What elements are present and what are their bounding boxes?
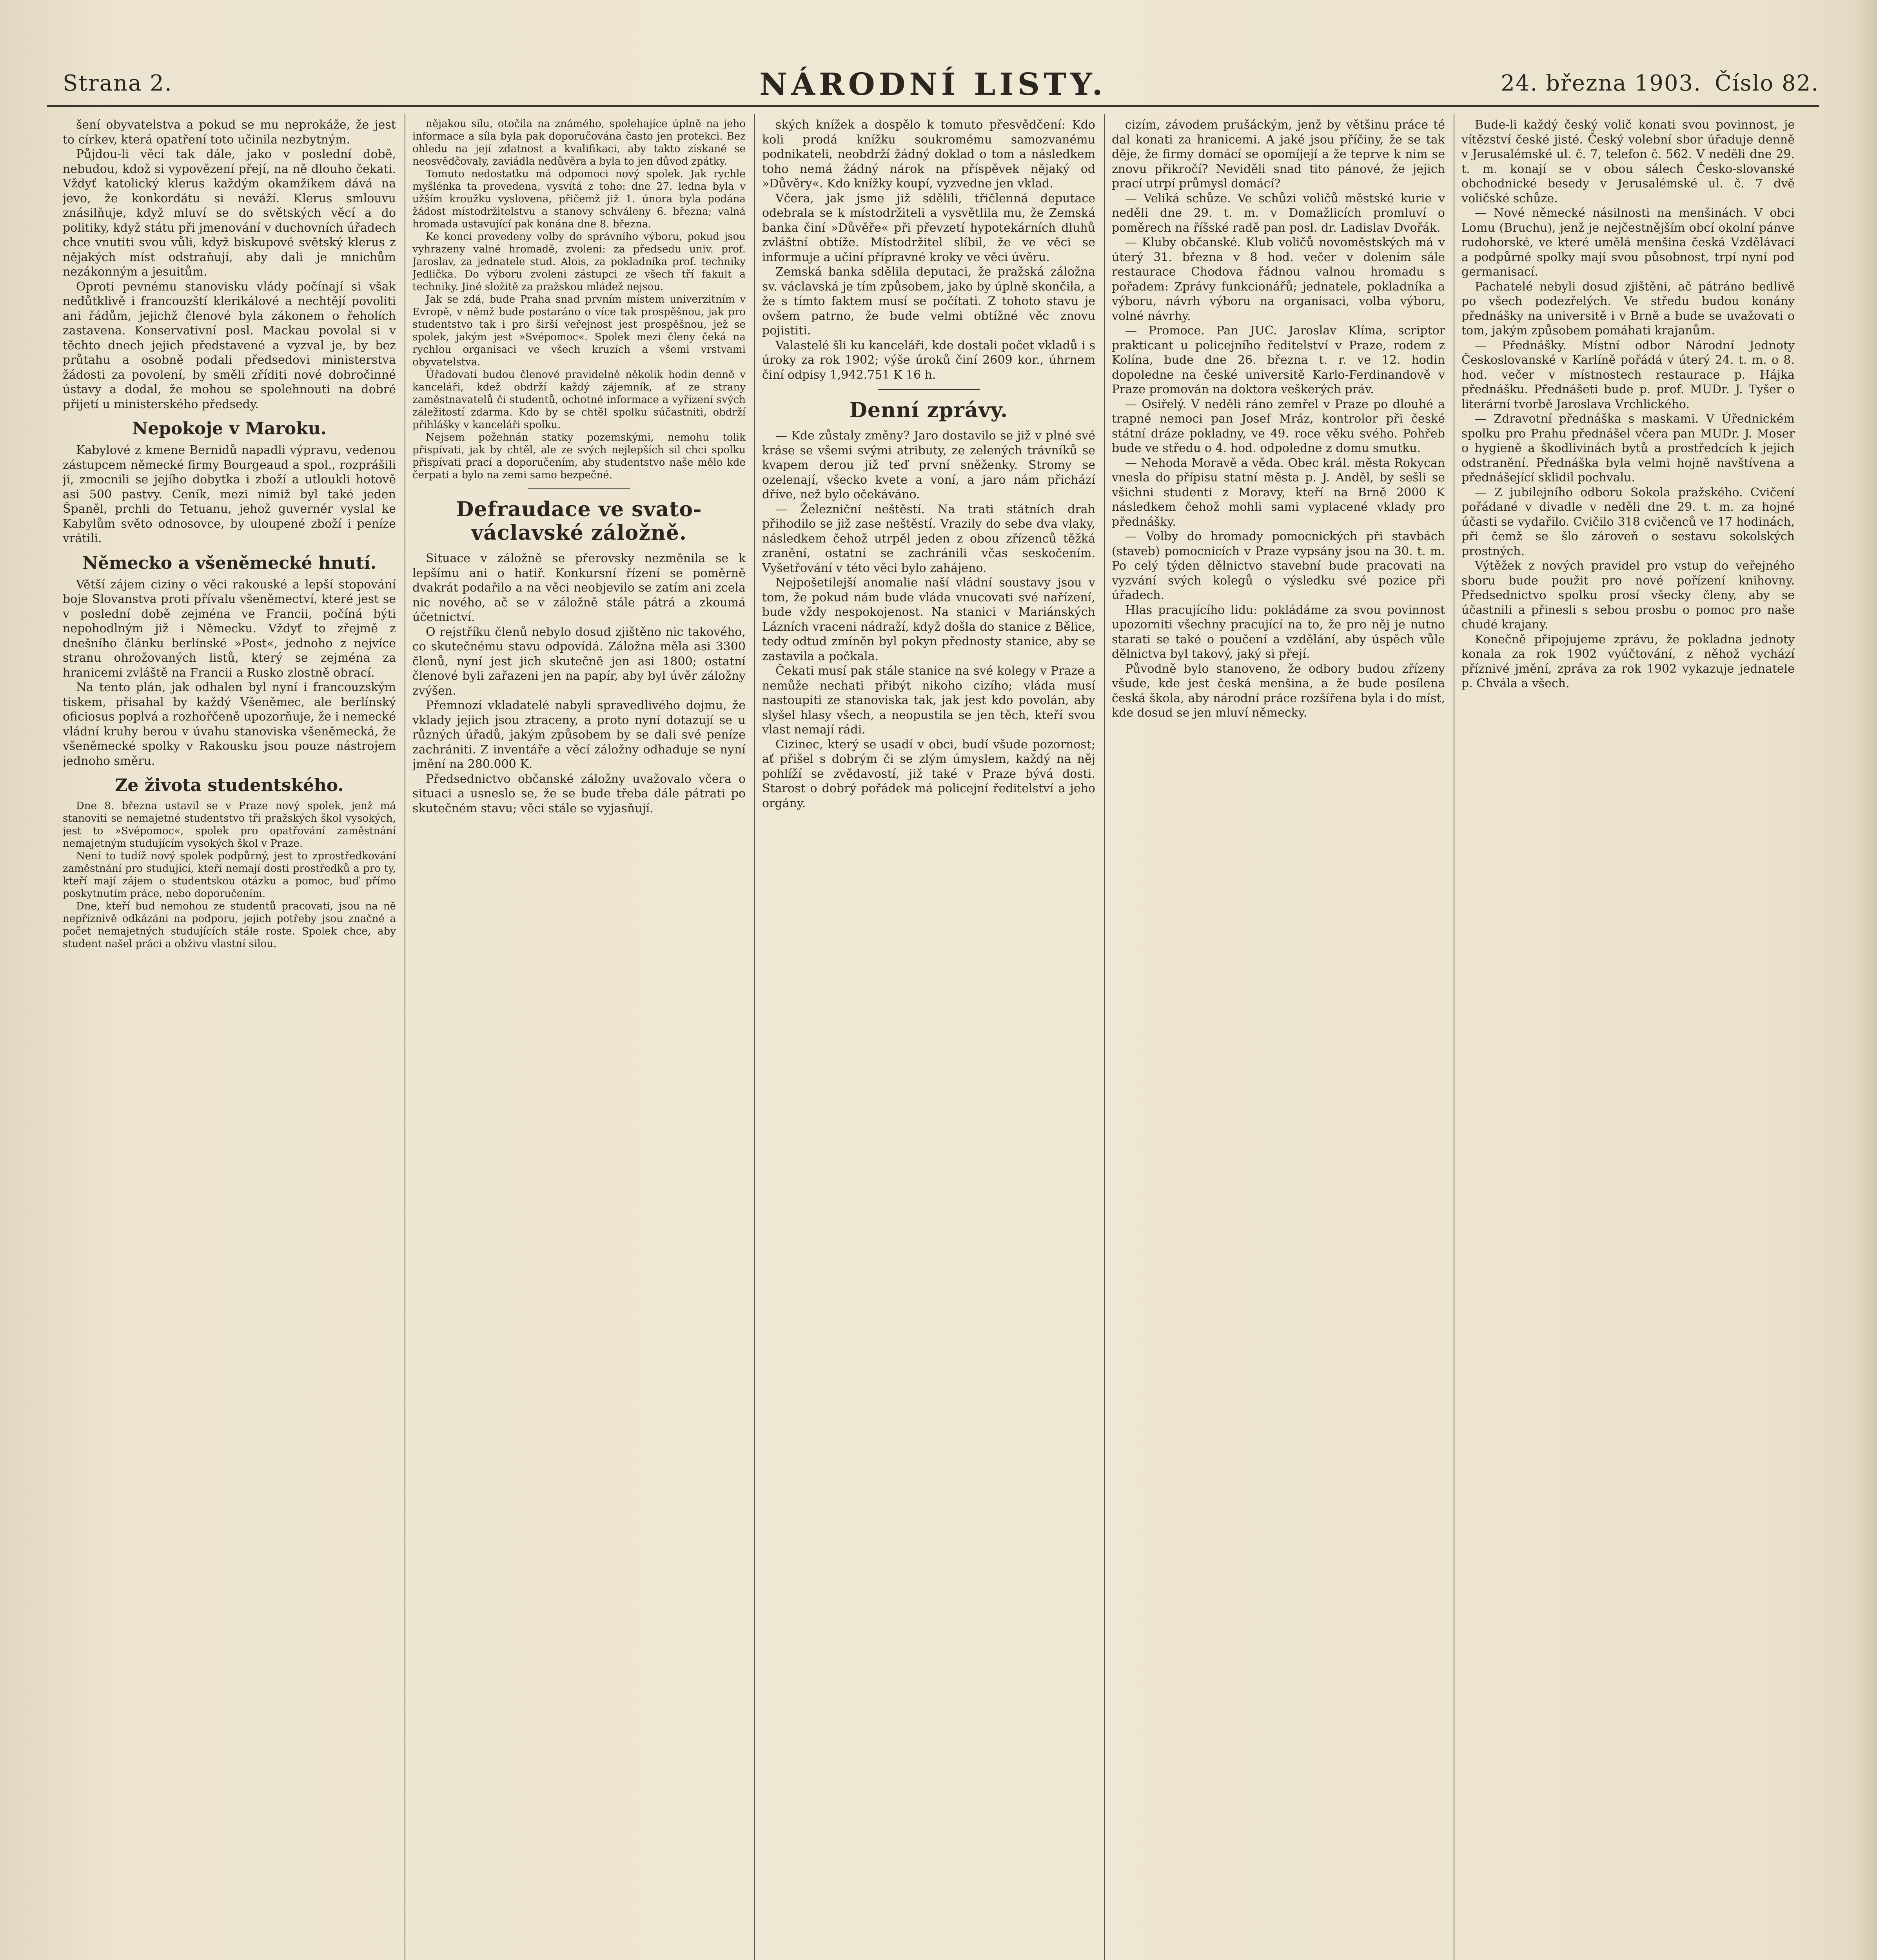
paragraph: Hlas pracujícího lidu: pokládáme za svou povinnost upozorniti všechny pracující na to, že pro něj je nutno starati se také o poučení a vzdělání, aby úspěch vůle dělnictva byl takový, jaký si přejí. <box>1112 603 1445 661</box>
paragraph: Cizinec, který se usadí v obci, budí všude pozornost; ať přišel s dobrým či se zlým úmyslem, každý na něj pohlíží se zvědavostí, již také v Praze bývá dosti. Starost o dobrý pořádek má policejní ředitelství a jeho orgány. <box>762 737 1095 810</box>
paragraph: Oproti pevnému stanovisku vlády počínají si však nedůtklivě i francouzští klerikálové a nechtějí povoliti ani řádům, jejichž členové byla zákonem o řeholích zastavena. Konservativní posl. Mackau povolal si v těchto dnech jejich představené a vyzval je, by bez průtahu a osobně podali předsedovi ministerstva žádosti za povolení, by směli zříditi nové dobročinné ústavy a dodal, že mohou se spolehnouti na dobré přijetí u ministerského předsedy. <box>63 279 396 411</box>
paragraph: Konečně připojujeme zprávu, že pokladna jednoty konala za rok 1902 vyúčtování, z něhož vychází příznivé jmění, zpráva za rok 1902 vykazuje jednatele p. Chvála a všech. <box>1461 632 1795 690</box>
paragraph: Půjdou-li věci tak dále, jako v poslední době, nebudou, kdož si vypovězení přejí, na ně dlouho čekati. Vždyť katolický klerus každým okamžikem dává na jevo, že konkordátu si neváží. Klerus smlouvu znásilňuje, když mluví se do světských věcí a do politiky, když státu při jmenování v duchovních úřadech chce vnutiti svou vůli, když biskupové světský klerus z nějakých míst odstraňují, aby dali je mnichům nezákonným a jesuitům. <box>63 147 396 279</box>
paragraph: nějakou sílu, otočila na známého, spolehajíce úplně na jeho informace a síla byla pak doporučována často jen protekci. Bez ohledu na její zdatnost a kvalifikaci, aby takto získané se neosvědčovaly, zaviádla nedůvěra a byla to jen důvod zpátky. <box>412 118 746 167</box>
paragraph: Zemská banka sdělila deputaci, že pražská záložna sv. václavská je tím způsobem, jako by úplně skončila, a že s tímto faktem musí se počítati. Z tohoto stavu je ovšem patrno, že bude velmi obtížné věc znovu pojistiti. <box>762 265 1095 338</box>
paragraph: O rejstříku členů nebylo dosud zjištěno nic takového, co skutečnému stavu odpovídá. Záložna měla asi 3300 členů, nyní jest jich skutečně jen asi 1800; ostatní členové byli zařazeni jen na papír, aby byl úvěr záložny zvýšen. <box>412 625 746 698</box>
section-rule <box>878 389 980 390</box>
paragraph: Není to tudíž nový spolek podpůrný, jest to zprostředkování zaměstnání pro studující, kteří nemají dosti prostředků a pro ty, kteří mají zájem o studentskou otázku a pomoc, buď přímo poskytnutím práce, nebo doporučením. <box>63 850 396 900</box>
paragraph: — Přednášky. Místní odbor Národní Jednoty Českoslovanské v Karlíně pořádá v úterý 24. t. m. o 8. hod. večer v místnostech restaurace p. Hájka přednášku. Přednášeti bude p. prof. MUDr. J. Tyšer o literární tvorbě Jaroslava Vrchlického. <box>1461 338 1795 411</box>
column-5 <box>1461 118 1795 1960</box>
paragraph: Včera, jak jsme již sdělili, třičlenná deputace odebrala se k místodržiteli a vysvětlila mu, že Zemská banka činí »Důvěře« při převzetí hypotekárních dluhů zvláštní obtíže. Místodržitel slíbil, že ve věci se informuje a učiní přípravné kroky ve věci úvěru. <box>762 191 1095 264</box>
column-1 <box>63 118 396 1960</box>
section-rule <box>528 488 630 489</box>
paragraph: Původně bylo stanoveno, že odbory budou zřízeny všude, kde jest česká menšina, a že bude posílena česká škola, aby národní práce rozšířena byla i do míst, kde dosud se jen mluví německy. <box>1112 662 1445 720</box>
paragraph: Jak se zdá, bude Praha snad prvním místem univerzitním v Evropě, v němž bude postaráno o více tak prospěšnou, jak pro studentstvo tak i pro širší veřejnost jest prospěšnou, jež se spolek, jakým jest »Svépomoc«. Spolek mezi členy čeká na rychlou organisaci ve všech kruzích a všemi vrstvami obyvatelstva. <box>412 294 746 368</box>
paragraph: Dne, kteří bud nemohou ze studentů pracovati, jsou na ně nepříznivě odkázáni na podporu, jejich potřeby jsou značné a počet nemajetných studujících stále roste. Spolek chce, aby student našel práci a obživu vlastní silou. <box>63 900 396 950</box>
paragraph: Situace v záložně se přerovsky nezměnila se k lepšímu ani o hatiř. Konkursní řízení se poměrně dvakrát podařilo a na věci neobjevilo se zatím ani zcela nic nového, ač se v záložně stále pátrá a zkoumá účetnictví. <box>412 552 746 624</box>
paragraph: — Promoce. Pan JUC. Jaroslav Klíma, scriptor prakticant u policejního ředitelství v Praze, rodem z Kolína, bude dne 26. března t. r. ve 12. hodin dopoledne na české universitě Karlo-Ferdinandově v Praze promován na doktora veškerých práv. <box>1112 324 1445 396</box>
paragraph: Kabylové z kmene Bernidů napadli výpravu, vedenou zástupcem německé firmy Bourgeaud a spol., rozprášili ji, zmocnili se jejího dobytka i zboží a utloukli hotově asi 500 pastvy. Ceník, mezi nimiž byl také jeden Španěl, prchli do Tetuanu, jehož guvernér vyslal ke Kabylům světo odnosovce, by uloupené zboží i peníze vrátili. <box>63 443 396 545</box>
column-4 <box>1112 118 1445 1960</box>
paragraph: Výtěžek z nových pravidel pro vstup do veřejného sboru bude použit pro nové pořízení knihovny. Předsednictvo spolku prosí všecky členy, aby se účastnili a přinesli s sebou prosbu o pomoc pro naše chudé krajany. <box>1461 559 1795 632</box>
paragraph: ských knížek a dospělo k tomuto přesvědčení: Kdo koli prodá knížku soukromému samozvanému podnikateli, neobdrží žádný doklad o tom a následkem toho nemá žádný nárok na příspěvek nějaký od »Důvěry«. Kdo knížky koupí, vyzvedne jen vklad. <box>762 118 1095 191</box>
section-heading: Denní zprávy. <box>849 398 1008 422</box>
paragraph: Nejsem požehnán statky pozemskými, nemohu tolik přispívati, jak by chtěl, ale ze svých nejlepších sil chci spolku přispívati prací a doporučením, aby studentstvo naše mělo kde čerpati a bylo na zemi samo bezpečné. <box>412 432 746 481</box>
paragraph: — Kluby občanské. Klub voličů novoměstských má v úterý 31. března v 8 hod. večer v dolením sále restaurace Chodova řádnou valnou hromadu s pořadem: Zprávy funkcionářů; jednatele, pokladníka a výboru, návrh výboru na organisaci, volba výboru, volné návrhy. <box>1112 236 1445 323</box>
paragraph: Přemnozí vkladatelé nabyli spravedlivého dojmu, že vklady jejich jsou ztraceny, a proto nyní dotazují se u různých úřadů, jakým způsobem by se dali své peníze zachrániti. Z inventáře a věcí záložny odhaduje se nyní jmění na 280.000 K. <box>412 699 746 771</box>
header-rule <box>47 105 1819 107</box>
page-edge-shadow <box>1853 0 1877 1960</box>
paragraph: — Nehoda Moravě a věda. Obec král. města Rokycan vnesla do přípisu statní města p. J. Anděl, by sešli se všichni studenti z Moravy, kteří na Brně 2000 K následkem čehož mohli sami vyplacené vklady pro přednášky. <box>1112 456 1445 529</box>
column-2 <box>412 118 746 1960</box>
issue-date: 24. března 1903. <box>1501 71 1701 96</box>
paragraph: Nejpošetilejší anomalie naší vládní soustavy jsou v tom, že pokud nám bude vláda vnucovati své nařízení, bude vždy nespokojenost. Na stanici v Mariánských Lázních vraceni nádraží, když došla do stanice z Bělice, tedy odtud zmíněn byl pokyn přednosty stanice, aby se zastavila a počkala. <box>762 576 1095 663</box>
article-heading: Ze života studentského. <box>115 775 344 795</box>
column-3 <box>762 118 1095 1960</box>
paragraph: Čekati musí pak stále stanice na své kolegy v Praze a nemůže nechati přibýt nikoho cizího; vláda musí nastoupiti ze stanoviska tak, jak jest kdo povolán, aby slyšel hlasy všech, a neopustila se jen těch, kteří svou vlast nemají rádi. <box>762 664 1095 737</box>
paragraph: Bude-li každý český volič konati svou povinnost, je vítězství české jisté. Český volební sbor úřaduje denně v Jerusalémské ul. č. 7, telefon č. 562. V neděli dne 29. t. m. konají se v obou sálech Česko-slovanské obchodnické besedy v Jerusalémské ul. č. 7 dvě voličské schůze. <box>1461 118 1795 205</box>
paragraph: — Z jubilejního odboru Sokola pražského. Cvičení pořádané v divadle v neděli dne 29. t. m. za hojné účasti se vydařilo. Cvičilo 318 cvičenců ve 17 hodinách, při čemž se šlo zároveň o sestavu sokolských prostných. <box>1461 485 1795 558</box>
paragraph: Větší zájem ciziny o věci rakouské a lepší stopování boje Slovanstva proti přívalu všeněmectví, které jest se v poslední době zejména ve Francii, počíná býti nepohodlným již i Německu. Vždyť to zřejmě z dnešního článku berlínské »Post«, jednoho z nejvíce stranu ohrožovaných listů, který se zejména za hranicemi zvláště na Francii a Rusko zlostně obrací. <box>63 577 396 680</box>
article-heading: Nepokoje v Maroku. <box>132 419 327 439</box>
article-heading: Německo a všeněmecké hnutí. <box>82 553 377 573</box>
column-divider <box>1104 114 1105 1960</box>
paragraph: — Volby do hromady pomocnických při stavbách (staveb) pomocnicích v Praze vypsány jsou na 30. t. m. Po celý týden dělnictvo stavební bude pracovati na vyzvání svých kolegů o výsledku své pozice při úřadech. <box>1112 530 1445 602</box>
paragraph: cizím, závodem prušáckým, jenž by většinu práce té dal konati za hranicemi. A jaké jsou příčiny, že se tak děje, že firmy domácí se opomíjejí a že teprve k nim se znovu přikročí? Neviděli snad tito pánové, že jejich prací utrpí průmysl domácí? <box>1112 118 1445 191</box>
column-divider <box>754 114 755 1960</box>
paragraph: — Železniční neštěstí. Na trati státních drah přihodilo se již zase neštěstí. Vrazily do sebe dva vlaky, následkem čehož utrpěl jeden z obou zřízenců těžká zranění, ostatní se zachránili včas seskočením. Vyšetřování v této věci bylo zahájeno. <box>762 502 1095 575</box>
paragraph: Pachatelé nebyli dosud zjištěni, ač pátráno bedlivě po všech podezřelých. Ve středu budou konány přednášky na universitě i v Brně a bude se uvažovati o tom, jakým způsobem pomáhati krajanům. <box>1461 279 1795 338</box>
issue-number: Číslo 82. <box>1715 71 1819 96</box>
article-heading: Defraudace ve svato-václavské záložně. <box>456 497 702 545</box>
masthead-title: NÁRODNÍ LISTY. <box>759 67 1107 102</box>
paragraph: — Kde zůstaly změny? Jaro dostavilo se již v plné své kráse se všemi svými atributy, ze zelených trávníků se kvapem derou již teď první sněženky. Stromy se ozelenají, všecko kvete a voní, a jaro nám přichází dříve, než bylo očekáváno. <box>762 429 1095 501</box>
paragraph: — Osiřelý. V neděli ráno zemřel v Praze po dlouhé a trapné nemoci pan Josef Mráz, kontrolor při české státní dráze pokladny, ve 49. roce věku svého. Pohřeb bude ve středu o 4. hod. odpoledne z domu smutku. <box>1112 397 1445 455</box>
paragraph: Tomuto nedostatku má odpomoci nový spolek. Jak rychle myšlénka ta provedena, vysvítá z toho: dne 27. ledna byla v užším kroužku vyslovena, přičemž již 1. února byla podána žádost místodržitelstvu a stanovy schváleny 6. března; valná hromada ustavující pak konána dne 8. března. <box>412 168 746 230</box>
paragraph: Dne 8. března ustavil se v Praze nový spolek, jenž má stanoviti se nemajetné studentstvo tři pražských škol vysokých, jest to »Svépomoc«, spolek pro opatřování zaměstnání nemajetným studujícím vysokých škol v Praze. <box>63 800 396 849</box>
page-number: Strana 2. <box>63 71 172 96</box>
paragraph: šení obyvatelstva a pokud se mu neprokáže, že jest to církev, která opatření toto učinila nezbytným. <box>63 118 396 147</box>
paragraph: — Nové německé násilnosti na menšinách. V obci Lomu (Bruchu), jenž je nejčestnějším obcí okolní pánve rudohorské, ve které umělá menšina česká Vzdělávací a podpůrné spolky mají svou působnost, trpí nyní pod germanisací. <box>1461 206 1795 279</box>
page-header <box>47 67 1819 102</box>
paragraph: — Veliká schůze. Ve schůzi voličů městské kurie v neděli dne 29. t. m. v Domažlicích promluví o poměrech na říšské radě pan posl. dr. Ladislav Dvořák. <box>1112 191 1445 235</box>
paragraph: Ke konci provedeny volby do správního výboru, pokud jsou vyhrazeny valné hromadě, zvoleni: za předsedu univ. prof. Jaroslav, za jednatele stud. Alois, za pokladníka prof. techniky Jedlička. Do výboru zvoleni zástupci ze všech tří fakult a techniky. Jiné složitě za pražskou mládež nejsou. <box>412 231 746 293</box>
paragraph: Úřadovati budou členové pravidelně několik hodin denně v kanceláři, kdež obdrží každý zájemník, ať ze strany zaměstnavatelů či studentů, ochotné informace a vyřízení svých záležitostí zdarma. Kdo by se chtěl spolku súčastniti, obdrží přihlášky v kanceláři spolku. <box>412 369 746 431</box>
paragraph: Předsednictvo občanské záložny uvažovalo včera o situaci a usneslo se, že se bude třeba dále pátrati po skutečném stavu; věci stále se vyjasňují. <box>412 772 746 815</box>
paragraph: Valastelé šli ku kanceláři, kde dostali počet vkladů i s úroky za rok 1902; výše úroků činí 2609 kor., úhrnem činí odpisy 1,942.751 K 16 h. <box>762 338 1095 382</box>
paragraph: — Zdravotní přednáška s maskami. V Úřednickém spolku pro Prahu přednášel včera pan MUDr. J. Moser o hygieně a škodlivinách bytů a prostředcích k jejich odstranění. Přednáška byla velmi hojně navštívena a přednášející sklidil pochvalu. <box>1461 412 1795 485</box>
paragraph: Na tento plán, jak odhalen byl nyní i francouzským tiskem, přisahal by každý Všeněmec, ale berlínský oficiosus poplvá a rozhořčeně upozorňuje, že i nemecké vládní kruhy berou v úvahu stanoviska všeněmecká, že všeněmecké spolky v Rakousku jsou pouze nástrojem jednoho směru. <box>63 681 396 768</box>
